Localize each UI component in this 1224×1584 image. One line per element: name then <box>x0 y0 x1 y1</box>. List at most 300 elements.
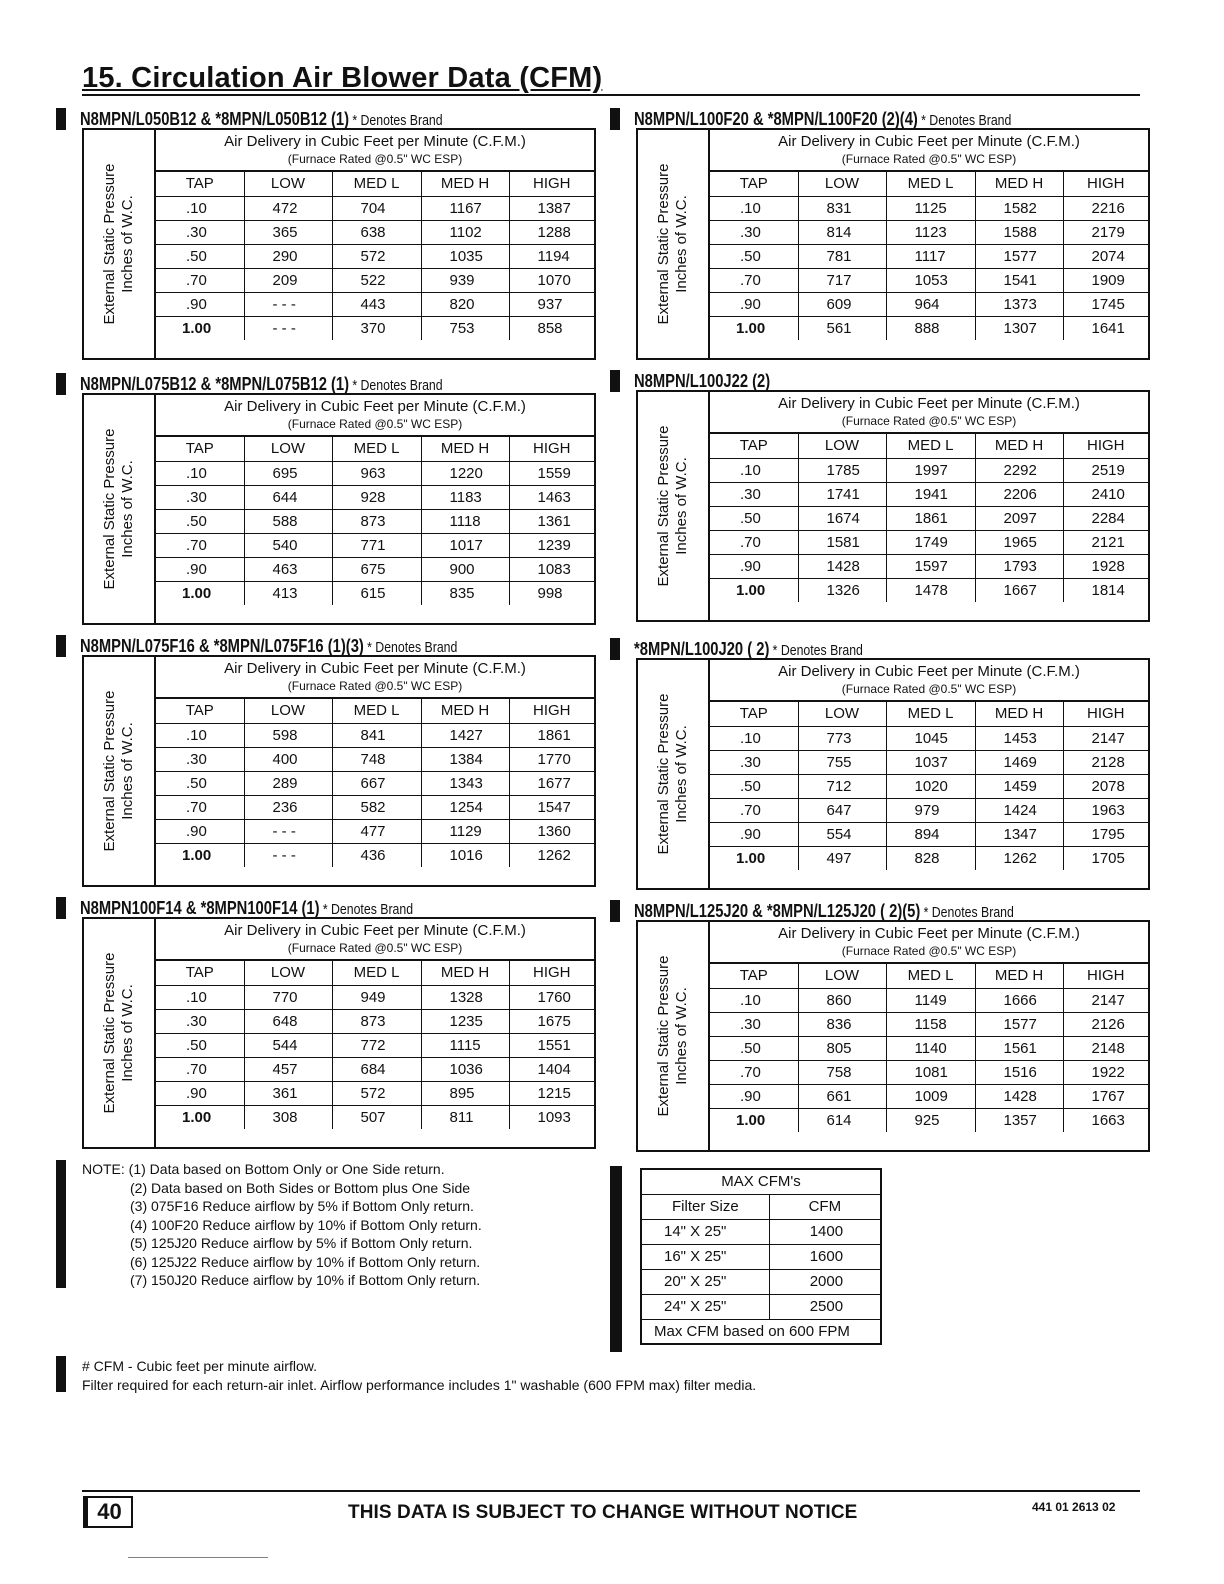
table-row <box>156 292 594 316</box>
table-row <box>710 1036 1148 1060</box>
caption-title: Air Delivery in Cubic Feet per Minute (C.F.M.) <box>224 398 526 415</box>
table-cell: .70 <box>710 268 798 292</box>
table-cell: .30 <box>156 1009 244 1033</box>
blower-table-block <box>56 633 574 864</box>
table-cell: .10 <box>710 988 798 1012</box>
table-cell: - - - <box>244 819 332 843</box>
table-cell: 457 <box>244 1057 332 1081</box>
table-cell: 1463 <box>509 485 594 509</box>
table-caption <box>710 130 1148 172</box>
cfm-table <box>82 655 596 887</box>
column-header: LOW <box>798 172 886 196</box>
table-caption <box>156 395 594 437</box>
column-header: HIGH <box>1063 702 1148 726</box>
brand-note: * Denotes Brand <box>352 377 443 394</box>
heading-bar <box>56 897 66 919</box>
column-header: TAP <box>156 172 244 196</box>
brand-note: * Denotes Brand <box>367 639 458 656</box>
table-cell: 1541 <box>975 268 1063 292</box>
table-cell: 1428 <box>975 1084 1063 1108</box>
caption-subtitle: (Furnace Rated @0.5" WC ESP) <box>287 941 463 955</box>
table-cell: 289 <box>244 771 332 795</box>
table-row <box>710 988 1148 1012</box>
caption-title: Air Delivery in Cubic Feet per Minute (C.F.M.) <box>224 133 526 150</box>
table-cell: 1677 <box>509 771 594 795</box>
brand-note: * Denotes Brand <box>772 642 863 659</box>
side-label-line: Inches of W.C. <box>119 195 136 293</box>
bottom-rule <box>82 1490 1140 1492</box>
table-cell: .90 <box>156 819 244 843</box>
column-header: TAP <box>156 961 244 985</box>
table-cell: 1017 <box>421 533 509 557</box>
caption-subtitle: (Furnace Rated @0.5" WC ESP) <box>841 682 1017 696</box>
table-cell: 1357 <box>975 1108 1063 1132</box>
table-cell: .50 <box>156 1033 244 1057</box>
table-row <box>156 533 594 557</box>
table-cell: 1307 <box>975 316 1063 340</box>
table-cell: 638 <box>332 220 421 244</box>
table-row <box>710 1012 1148 1036</box>
column-header: LOW <box>244 961 332 985</box>
table-cell: 1745 <box>1063 292 1148 316</box>
table-cell: 704 <box>332 196 421 220</box>
table-row <box>710 578 1148 602</box>
table-cell: 949 <box>332 985 421 1009</box>
max-cfm-footer: Max CFM based on 600 FPM <box>641 1319 881 1344</box>
table-cell: 1424 <box>975 798 1063 822</box>
table-cell: 1093 <box>509 1105 594 1129</box>
page-title: 15. Circulation Air Blower Data (CFM) <box>82 62 603 94</box>
footnote-bar <box>56 1356 66 1392</box>
caption-title: Air Delivery in Cubic Feet per Minute (C.F.M.) <box>778 395 1080 412</box>
table-cell: 1767 <box>1063 1084 1148 1108</box>
table-cell: .30 <box>156 220 244 244</box>
column-header: MED L <box>332 699 421 723</box>
caption-subtitle: (Furnace Rated @0.5" WC ESP) <box>287 679 463 693</box>
table-cell: .70 <box>710 1060 798 1084</box>
table-cell: 2284 <box>1063 506 1148 530</box>
heading-bar <box>610 638 620 660</box>
caption-subtitle: (Furnace Rated @0.5" WC ESP) <box>287 152 463 166</box>
table-cell: 588 <box>244 509 332 533</box>
column-header: MED L <box>886 172 975 196</box>
table-cell: 1.00 <box>156 843 244 867</box>
caption-subtitle: (Furnace Rated @0.5" WC ESP) <box>287 417 463 431</box>
side-label-line: Inches of W.C. <box>119 460 136 558</box>
table-cell: 661 <box>798 1084 886 1108</box>
table-cell: 772 <box>332 1033 421 1057</box>
table-cell: 544 <box>244 1033 332 1057</box>
table-cell: 522 <box>332 268 421 292</box>
caption-title: Air Delivery in Cubic Feet per Minute (C.F.M.) <box>224 922 526 939</box>
table-cell: 1559 <box>509 461 594 485</box>
table-cell: 1220 <box>421 461 509 485</box>
table-cell: 598 <box>244 723 332 747</box>
cfm-table <box>636 128 1150 360</box>
table-cell: 1347 <box>975 822 1063 846</box>
table-cell: 1547 <box>509 795 594 819</box>
table-cell: 814 <box>798 220 886 244</box>
blower-table-block <box>56 371 574 602</box>
side-label-line: External Static Pressure <box>655 425 672 587</box>
table-row <box>156 461 594 485</box>
table-cell: 561 <box>798 316 886 340</box>
table-cell: .30 <box>710 750 798 774</box>
table-row <box>156 723 594 747</box>
cfm-table <box>636 920 1150 1152</box>
pressure-side-label <box>638 392 710 620</box>
column-header: MED L <box>332 437 421 461</box>
table-caption <box>156 130 594 172</box>
table-cell: 2292 <box>975 458 1063 482</box>
table-cell: 2147 <box>1063 726 1148 750</box>
max-cfm-bar <box>610 1166 622 1352</box>
caption-title: Air Delivery in Cubic Feet per Minute (C.F.M.) <box>224 660 526 677</box>
table-cell: 1427 <box>421 723 509 747</box>
table-cell: 939 <box>421 268 509 292</box>
table-cell: 1158 <box>886 1012 975 1036</box>
heading-bar <box>56 373 66 395</box>
table-cell: 1941 <box>886 482 975 506</box>
notes-bar <box>56 1160 66 1288</box>
table-cell: 1965 <box>975 530 1063 554</box>
table-cell: 900 <box>421 557 509 581</box>
table-cell: .90 <box>710 554 798 578</box>
table-row <box>710 1108 1148 1132</box>
table-cell: 1861 <box>509 723 594 747</box>
table-row <box>156 771 594 795</box>
table-cell: 1705 <box>1063 846 1148 870</box>
table-cell: 1.00 <box>710 1108 798 1132</box>
table-cell: 400 <box>244 747 332 771</box>
table-cell: 1016 <box>421 843 509 867</box>
brand-note: * Denotes Brand <box>352 112 443 129</box>
table-cell: .50 <box>710 506 798 530</box>
heading-bar <box>56 635 66 657</box>
column-header: LOW <box>798 964 886 988</box>
table-cell: 667 <box>332 771 421 795</box>
table-cell: 540 <box>244 533 332 557</box>
table-cell: .10 <box>710 196 798 220</box>
table-cell: .70 <box>156 533 244 557</box>
table-row <box>156 557 594 581</box>
table-cell: 675 <box>332 557 421 581</box>
table-row <box>710 268 1148 292</box>
heading-bar <box>610 108 620 130</box>
pressure-side-label <box>84 395 156 623</box>
table-cell: 1922 <box>1063 1060 1148 1084</box>
table-cell: .10 <box>710 726 798 750</box>
table-cell: .10 <box>156 985 244 1009</box>
column-header: MED H <box>421 437 509 461</box>
table-cell: 1597 <box>886 554 975 578</box>
table-cell: 1.00 <box>710 846 798 870</box>
table-cell: 1140 <box>886 1036 975 1060</box>
column-header: LOW <box>244 699 332 723</box>
table-cell: 1770 <box>509 747 594 771</box>
column-header: HIGH <box>509 699 594 723</box>
table-cell: 1326 <box>798 578 886 602</box>
table-cell: 1235 <box>421 1009 509 1033</box>
table-row <box>156 244 594 268</box>
table-row <box>710 316 1148 340</box>
table-row <box>710 458 1148 482</box>
table-cell: 753 <box>421 316 509 340</box>
table-cell: 1641 <box>1063 316 1148 340</box>
table-cell: 1129 <box>421 819 509 843</box>
table-cell: 1254 <box>421 795 509 819</box>
table-cell: 2147 <box>1063 988 1148 1012</box>
table-cell: 773 <box>798 726 886 750</box>
table-cell: 1963 <box>1063 798 1148 822</box>
notes-block <box>56 1160 576 1288</box>
table-row <box>710 530 1148 554</box>
table-cell: 614 <box>798 1108 886 1132</box>
table-cell: 1760 <box>509 985 594 1009</box>
table-row <box>156 747 594 771</box>
column-header: HIGH <box>509 437 594 461</box>
table-cell: 572 <box>332 1081 421 1105</box>
cfm-table <box>82 128 596 360</box>
footer-text: THIS DATA IS SUBJECT TO CHANGE WITHOUT NOTICE <box>348 1502 858 1523</box>
table-cell: 684 <box>332 1057 421 1081</box>
caption-title: Air Delivery in Cubic Feet per Minute (C.F.M.) <box>778 663 1080 680</box>
column-header: MED L <box>332 172 421 196</box>
blower-table-block <box>610 636 1128 867</box>
table-cell: 2128 <box>1063 750 1148 774</box>
table-cell: 1083 <box>509 557 594 581</box>
table-cell: 1667 <box>975 578 1063 602</box>
column-header: MED H <box>421 699 509 723</box>
table-cell: 841 <box>332 723 421 747</box>
table-row <box>156 485 594 509</box>
table-row <box>156 843 594 867</box>
table-row <box>710 1084 1148 1108</box>
table-cell: 1478 <box>886 578 975 602</box>
table-row <box>156 1033 594 1057</box>
side-label-line: External Static Pressure <box>101 690 118 852</box>
cfm-cell: 1600 <box>769 1244 881 1269</box>
table-row <box>710 726 1148 750</box>
table-row <box>156 316 594 340</box>
table-cell: 1262 <box>975 846 1063 870</box>
side-label-line: External Static Pressure <box>101 428 118 590</box>
cfm-table <box>82 393 596 625</box>
table-row <box>710 482 1148 506</box>
table-cell: 1123 <box>886 220 975 244</box>
table-cell: 1749 <box>886 530 975 554</box>
note-line: (6) 125J22 Reduce airflow by 10% if Bottom Only return. <box>130 1253 481 1270</box>
note-line: (4) 100F20 Reduce airflow by 10% if Bottom Only return. <box>130 1216 482 1233</box>
table-cell: 361 <box>244 1081 332 1105</box>
table-cell: 463 <box>244 557 332 581</box>
table-cell: - - - <box>244 316 332 340</box>
table-cell: .70 <box>156 268 244 292</box>
table-cell: .90 <box>710 822 798 846</box>
side-label-line: External Static Pressure <box>655 163 672 325</box>
table-cell: .50 <box>710 774 798 798</box>
table-cell: 2126 <box>1063 1012 1148 1036</box>
table-cell: - - - <box>244 292 332 316</box>
table-row <box>710 196 1148 220</box>
column-header: MED L <box>886 964 975 988</box>
column-header: TAP <box>156 699 244 723</box>
table-cell: 873 <box>332 509 421 533</box>
table-cell: .90 <box>710 292 798 316</box>
table-cell: .30 <box>156 485 244 509</box>
column-header: MED H <box>421 172 509 196</box>
table-cell: 477 <box>332 819 421 843</box>
table-row <box>710 846 1148 870</box>
filter-size-cell: 20" X 25" <box>641 1269 769 1294</box>
cfm-cell: 1400 <box>769 1219 881 1244</box>
table-cell: 582 <box>332 795 421 819</box>
heading-bar <box>56 108 66 130</box>
table-cell: 1239 <box>509 533 594 557</box>
table-caption <box>156 657 594 699</box>
table-cell: 1428 <box>798 554 886 578</box>
table-cell: .10 <box>710 458 798 482</box>
table-cell: 1343 <box>421 771 509 795</box>
model-heading: N8MPN/L050B12 & *8MPN/L050B12 (1) <box>80 109 350 129</box>
side-label-line: Inches of W.C. <box>119 984 136 1082</box>
column-header: TAP <box>710 702 798 726</box>
table-row <box>710 244 1148 268</box>
table-cell: .50 <box>710 244 798 268</box>
table-cell: 1785 <box>798 458 886 482</box>
table-row <box>156 985 594 1009</box>
table-cell: 1081 <box>886 1060 975 1084</box>
column-header: MED L <box>332 961 421 985</box>
table-cell: .50 <box>710 1036 798 1060</box>
blower-table-block <box>610 898 1128 1129</box>
footnote-line: Filter required for each return-air inlet. Airflow performance includes 1" washable (600 FPM max) filter media. <box>82 1377 757 1393</box>
table-cell: 805 <box>798 1036 886 1060</box>
table-cell: 554 <box>798 822 886 846</box>
side-label-line: Inches of W.C. <box>673 987 690 1085</box>
table-cell: 1037 <box>886 750 975 774</box>
model-heading: N8MPN/L100F20 & *8MPN/L100F20 (2)(4) <box>634 109 918 129</box>
table-cell: 1577 <box>975 244 1063 268</box>
table-cell: 1675 <box>509 1009 594 1033</box>
table-cell: .30 <box>710 1012 798 1036</box>
table-cell: 2519 <box>1063 458 1148 482</box>
table-cell: .50 <box>156 244 244 268</box>
pressure-side-label <box>638 922 710 1150</box>
table-row <box>156 1057 594 1081</box>
blower-table-block <box>610 106 1128 337</box>
cfm-cell: 2500 <box>769 1294 881 1319</box>
table-cell: .10 <box>156 461 244 485</box>
table-cell: 2078 <box>1063 774 1148 798</box>
page-number: 40 <box>83 1496 133 1528</box>
table-cell: 860 <box>798 988 886 1012</box>
side-label-line: Inches of W.C. <box>673 195 690 293</box>
table-cell: 1928 <box>1063 554 1148 578</box>
table-row <box>710 220 1148 244</box>
table-cell: 755 <box>798 750 886 774</box>
table-cell: 894 <box>886 822 975 846</box>
column-header: MED H <box>975 964 1063 988</box>
table-cell: 1387 <box>509 196 594 220</box>
column-header: HIGH <box>1063 964 1148 988</box>
table-row <box>710 1060 1148 1084</box>
footnote-line: # CFM - Cubic feet per minute airflow. <box>82 1358 317 1374</box>
table-row <box>710 774 1148 798</box>
model-heading: N8MPN100F14 & *8MPN100F14 (1) <box>80 898 320 918</box>
table-cell: 964 <box>886 292 975 316</box>
column-header: MED H <box>975 434 1063 458</box>
side-label-line: External Static Pressure <box>655 955 672 1117</box>
column-header: HIGH <box>509 961 594 985</box>
table-row <box>156 795 594 819</box>
table-row <box>156 268 594 292</box>
column-header: HIGH <box>1063 172 1148 196</box>
table-cell: 1194 <box>509 244 594 268</box>
caption-title: Air Delivery in Cubic Feet per Minute (C.F.M.) <box>778 133 1080 150</box>
table-cell: 1516 <box>975 1060 1063 1084</box>
table-cell: 1909 <box>1063 268 1148 292</box>
side-label-line: External Static Pressure <box>655 693 672 855</box>
table-cell: 1.00 <box>710 316 798 340</box>
table-cell: 1053 <box>886 268 975 292</box>
table-cell: 1149 <box>886 988 975 1012</box>
note-line: (2) Data based on Both Sides or Bottom plus One Side <box>130 1179 471 1196</box>
column-header: TAP <box>710 172 798 196</box>
table-cell: 1997 <box>886 458 975 482</box>
table-cell: 308 <box>244 1105 332 1129</box>
table-cell: 2206 <box>975 482 1063 506</box>
filter-size-cell: 14" X 25" <box>641 1219 769 1244</box>
table-cell: 572 <box>332 244 421 268</box>
table-cell: 1.00 <box>156 1105 244 1129</box>
table-cell: 1360 <box>509 819 594 843</box>
table-cell: 2148 <box>1063 1036 1148 1060</box>
table-cell: .50 <box>156 771 244 795</box>
caption-title: Air Delivery in Cubic Feet per Minute (C.F.M.) <box>778 925 1080 942</box>
caption-subtitle: (Furnace Rated @0.5" WC ESP) <box>841 414 1017 428</box>
table-cell: 2121 <box>1063 530 1148 554</box>
table-cell: 1674 <box>798 506 886 530</box>
cfm-table <box>636 658 1150 890</box>
table-cell: 895 <box>421 1081 509 1105</box>
table-cell: 1167 <box>421 196 509 220</box>
link-underline <box>128 1557 268 1558</box>
table-cell: 507 <box>332 1105 421 1129</box>
pressure-side-label <box>84 130 156 358</box>
table-caption <box>710 922 1148 964</box>
table-cell: 1814 <box>1063 578 1148 602</box>
table-cell: 748 <box>332 747 421 771</box>
table-cell: 1009 <box>886 1084 975 1108</box>
table-row <box>710 292 1148 316</box>
table-cell: 979 <box>886 798 975 822</box>
table-row <box>156 196 594 220</box>
table-cell: 835 <box>421 581 509 605</box>
table-caption <box>710 660 1148 702</box>
table-cell: .90 <box>156 1081 244 1105</box>
table-cell: 1.00 <box>156 581 244 605</box>
table-cell: 925 <box>886 1108 975 1132</box>
table-cell: .30 <box>710 482 798 506</box>
table-cell: 2074 <box>1063 244 1148 268</box>
table-cell: 1795 <box>1063 822 1148 846</box>
caption-subtitle: (Furnace Rated @0.5" WC ESP) <box>841 944 1017 958</box>
table-cell: .50 <box>156 509 244 533</box>
table-cell: 1373 <box>975 292 1063 316</box>
column-header: LOW <box>798 702 886 726</box>
pressure-side-label <box>638 660 710 888</box>
